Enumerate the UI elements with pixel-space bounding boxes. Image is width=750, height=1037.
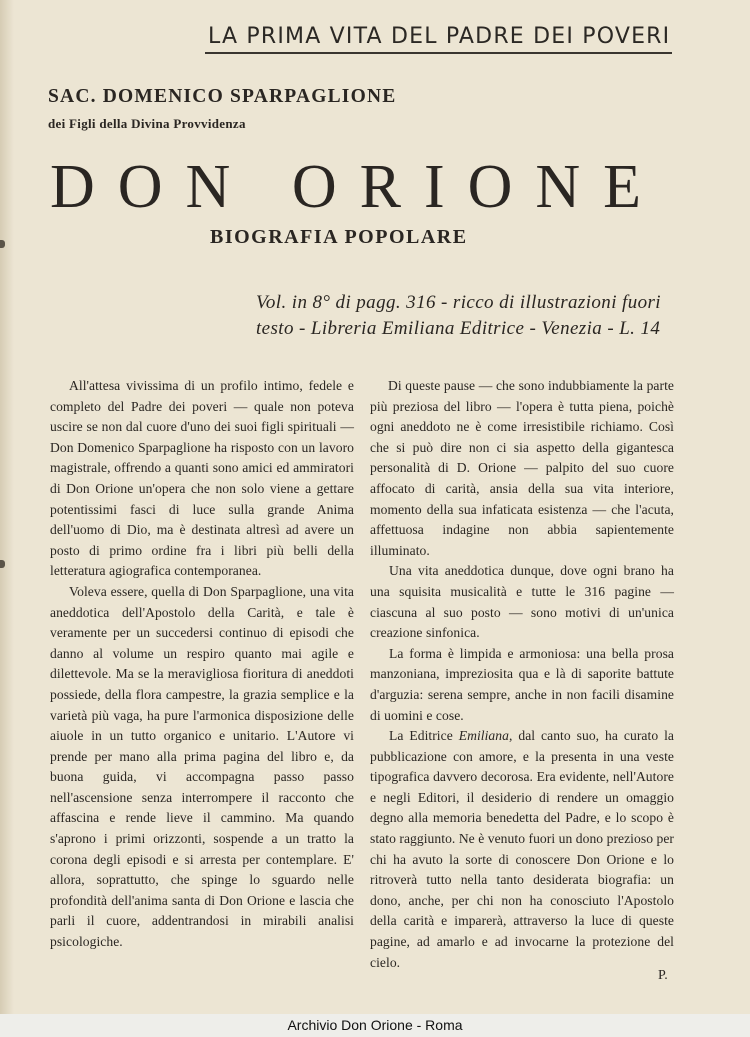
header-underline xyxy=(205,52,672,54)
article-paragraph xyxy=(370,726,674,973)
article-paragraph: Di queste pause — che sono indubbiamente la parte più preziosa del libro — l'opera è tutta piena, poichè ogni aneddoto ne è come irresistibile richiamo. Così che si può dire non ci sia aspetto della gigantesca personalità di D. Orione — palpito del suo cuore affocato di carità, ansia della sua vita interiore, momento della sua infaticata esistenza — che l'acuta, affettuosa indagine non abbia sapientemente illuminato. xyxy=(370,378,674,558)
signature-initial: P. xyxy=(658,968,668,983)
article-paragraph: La forma è limpida e armoniosa: una bella prosa manzoniana, impreziosita qua e là di saporite battute d'arguzia: serena sempre, anche in non facili disamine di uomini e cose. xyxy=(370,645,674,723)
paragraph-text: , dal canto suo, ha curato la pubblicazione con amore, e la presenta in una veste tipografica davvero decorosa. Era evidente, nell'Autore e negli Editori, il desiderio di rendere un omaggio degno alla memoria benedetta del Padre, e lo scopo è stato raggiunto. Ne è venuto fuori un dono prezioso per chi ha avuto la sorte di conoscere Don Orione e lo ritroverà tutto nella tanto desiderata biografia: un dono, anche, per chi non ha conosciuto l'Apostolo della carità e imparerà, attraverso la luce di queste pagine, ad amarlo e ad invocarne la protezione del cielo. xyxy=(370,728,675,970)
publication-info xyxy=(256,290,686,342)
paragraph-text: La Editrice xyxy=(389,728,459,744)
book-title: DON ORIONE xyxy=(50,153,665,221)
archive-footer: Archivio Don Orione - Roma xyxy=(0,1014,750,1037)
article-column-right xyxy=(370,376,674,973)
publisher-name: Emiliana xyxy=(458,728,509,744)
article-paragraph: Una vita aneddotica dunque, dove ogni brano ha una squisita musicalità e tutte le 316 pagine — ciascuna al suo posto — sono motivi di un'unica creazione sinfonica. xyxy=(370,563,674,641)
binding-mark xyxy=(0,240,5,248)
article-paragraph: All'attesa vivissima di un profilo intimo, fedele e completo del Padre dei poveri — quale non poteva uscire se non dal cuore d'uno dei suoi figli spirituali — Don Domenico Sparpaglione ha risposto con un lavoro magistrale, offrendo a quanti sono amici ed ammiratori di Don Orione un'opera che non solo viene a gettare potentissimi fasci di luce sulla grande Anima dell'uomo di Dio, ma è destinata altresì ad avere un posto di primo ordine fra i libri più belli della letteratura agiografica contemporanea. xyxy=(50,378,354,579)
running-header: LA PRIMA VITA DEL PADRE DEI POVERI xyxy=(208,24,671,49)
book-subtitle: BIOGRAFIA POPOLARE xyxy=(210,226,468,248)
author-order: dei Figli della Divina Provvidenza xyxy=(48,116,246,131)
page-edge-shadow xyxy=(0,0,14,1037)
publication-info-line: Vol. in 8° di pagg. 316 - ricco di illustrazioni fuori xyxy=(256,292,661,313)
article-paragraph: Voleva essere, quella di Don Sparpaglione, una vita aneddotica dell'Apostolo della Carità, e tale è veramente per un succedersi continuo di episodi che danno al volume un respiro quanto mai agile e dilettevole. Ma se la meravigliosa fioritura di aneddoti possiede, della flora campestre, la grazia semplice e la varietà più vaga, ha pure l'armonica disposizione delle aiuole in un tutto organico e unitario. L'Autore vi prende per mano alla prima pagina del libro e, da buona guida, vi accompagna passo passo nell'ascensione senza interrompere il racconto che affascina e rende lieve il cammino. Ma quando s'aprono i primi orizzonti, sospende a un tratto la corona degli episodi e si arresta per contemplare. E' allora, soprattutto, che spinge lo sguardo nelle profondità dell'anima santa di Don Orione e lascia che parli il cuore, addentrandosi in mirabili analisi psicologiche. xyxy=(50,583,354,950)
publication-info-line: testo - Libreria Emiliana Editrice - Venezia - L. 14 xyxy=(256,318,661,339)
author-name: SAC. DOMENICO SPARPAGLIONE xyxy=(48,86,397,107)
article-column-left xyxy=(50,376,354,953)
binding-mark xyxy=(0,560,5,568)
